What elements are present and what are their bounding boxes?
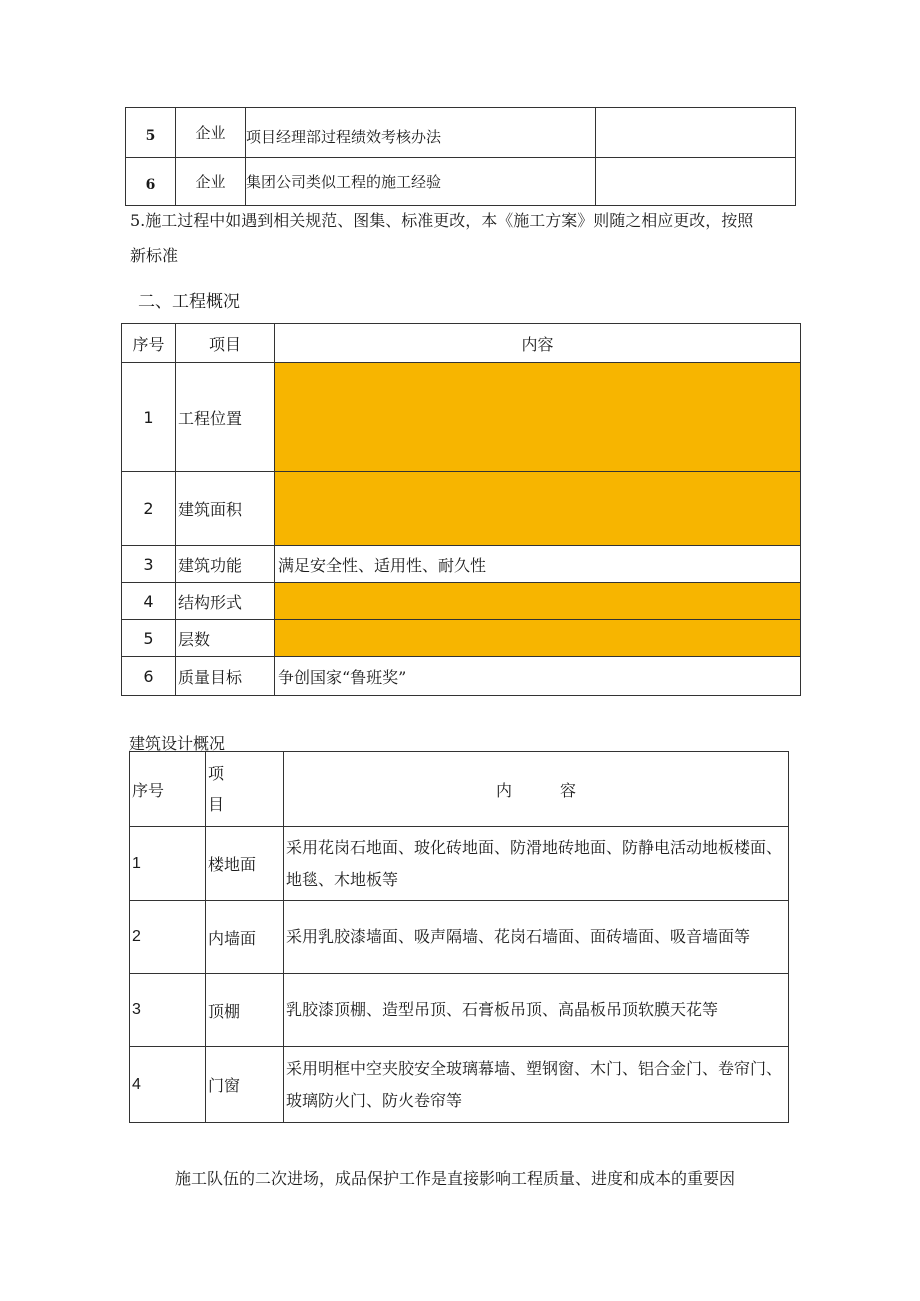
row-number: 1 [122,363,176,472]
row-number: 6 [122,657,176,696]
section-heading: 二、工程概况 [138,292,240,312]
row-name: 项目经理部过程绩效考核办法 [246,108,596,158]
row-content: 满足安全性、适用性、耐久性 [275,546,801,583]
row-content-highlighted [275,363,801,472]
row-number: 4 [122,583,176,620]
header-item [206,752,284,827]
header-content: 内容 [275,324,801,363]
row-item: 建筑功能 [176,546,275,583]
table-row [122,657,801,696]
row-content: 采用花岗石地面、玻化砖地面、防滑地砖地面、防静电活动地板楼面、地毯、木地板等 [284,827,789,901]
project-overview-table [121,323,801,696]
row-item: 楼地面 [206,827,284,901]
row-item: 建筑面积 [176,472,275,546]
row-number: 3 [122,546,176,583]
header-item-line: 目 [208,795,225,814]
table-row [122,546,801,583]
header-item-line: 项 [208,764,225,783]
row-number: 4 [130,1047,206,1123]
table-row [122,363,801,472]
table-row [130,827,789,901]
header-num: 序号 [122,324,176,363]
row-content: 乳胶漆顶棚、造型吊顶、石膏板吊顶、高晶板吊顶软膜天花等 [284,974,789,1047]
building-design-table [129,751,789,1123]
row-item: 内墙面 [206,901,284,974]
row-number: 1 [130,827,206,901]
row-type: 企业 [176,108,246,158]
row-number: 5 [126,108,176,158]
row-item: 结构形式 [176,583,275,620]
table-row [130,901,789,974]
table-row [126,158,796,206]
table-row [126,108,796,158]
table-header-row [130,752,789,827]
row-name: 集团公司类似工程的施工经验 [246,158,596,206]
reference-table [125,107,796,206]
header-item: 项目 [176,324,275,363]
header-content: 内 容 [284,752,789,827]
paragraph-line: 5.施工过程中如遇到相关规范、图集、标准更改，本《施工方案》则随之相应更改，按照 [130,211,754,230]
row-note [596,108,796,158]
table-row [122,620,801,657]
row-number: 6 [126,158,176,206]
row-content: 采用乳胶漆墙面、吸声隔墙、花岗石墙面、面砖墙面、吸音墙面等 [284,901,789,974]
row-item: 门窗 [206,1047,284,1123]
row-item: 质量目标 [176,657,275,696]
row-content-highlighted [275,620,801,657]
row-number: 3 [130,974,206,1047]
row-content-highlighted [275,472,801,546]
table-row [130,1047,789,1123]
row-note [596,158,796,206]
row-content: 采用明框中空夹胶安全玻璃幕墙、塑钢窗、木门、铝合金门、卷帘门、玻璃防火门、防火卷帘等 [284,1047,789,1123]
row-type: 企业 [176,158,246,206]
table-row [130,974,789,1047]
row-number: 5 [122,620,176,657]
table-row [122,472,801,546]
header-num: 序号 [130,752,206,827]
table-caption: 建筑设计概况 [129,734,226,753]
row-content-highlighted [275,583,801,620]
row-item: 层数 [176,620,275,657]
row-item: 工程位置 [176,363,275,472]
row-item: 顶棚 [206,974,284,1047]
row-content: 争创国家“鲁班奖” [275,657,801,696]
paragraph-line: 新标准 [130,246,179,265]
table-row [122,583,801,620]
table-header-row [122,324,801,363]
row-number: 2 [122,472,176,546]
row-number: 2 [130,901,206,974]
paragraph-line: 施工队伍的二次进场，成品保护工作是直接影响工程质量、进度和成本的重要因 [175,1169,736,1188]
